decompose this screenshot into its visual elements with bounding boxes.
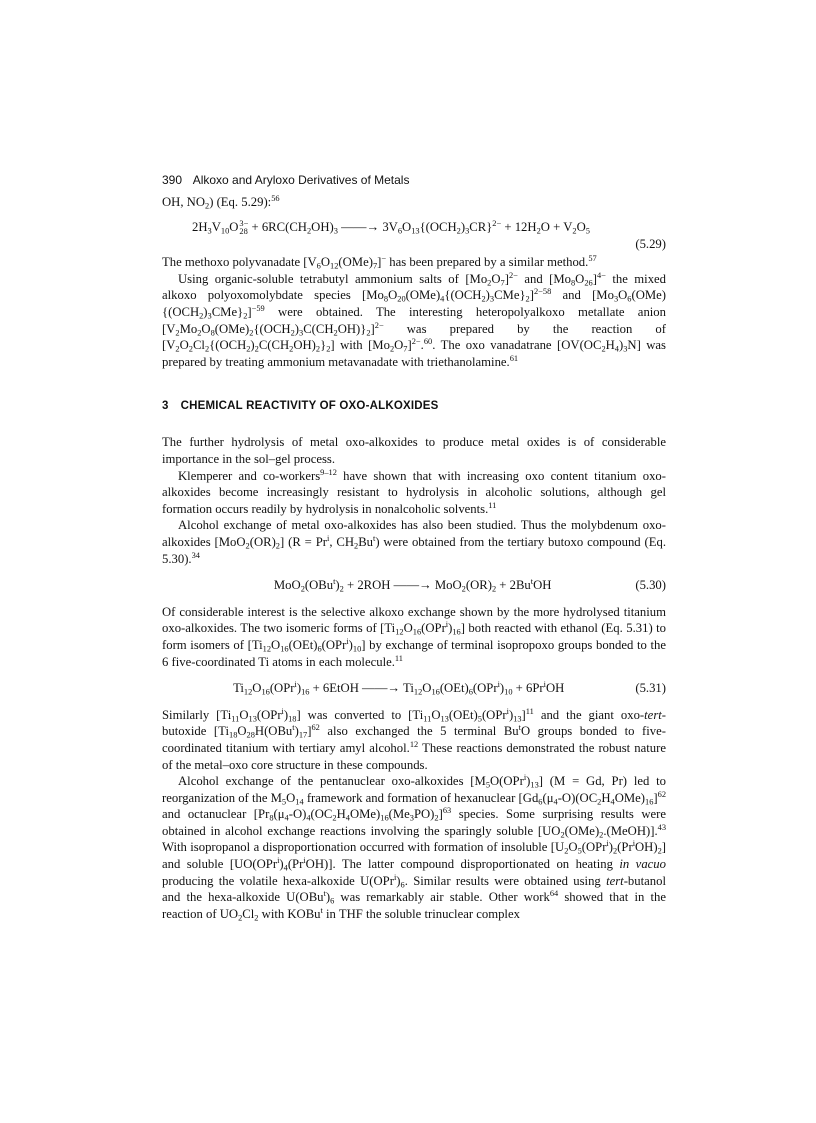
running-title: Alkoxo and Aryloxo Derivatives of Metals (192, 173, 410, 187)
paragraph: Of considerable interest is the selective alkoxo exchange shown by the more hydrolysed titanium oxo-alkoxides. The two isomeric forms of $[Ti_{12}O_{16}(OPr^i)_{16}]$ both reacted with ethanol (Eq. 5.31) to form isomers of $[Ti_{12}O_{16}(OEt)_6(OPr^i)_{10}]$ by exchange of terminal isopropoxo groups bonded to the 6 five-coordinated Ti atoms in each molecule.$^{11}$ (162, 604, 666, 669)
paragraph: Similarly $[Ti_{11}O_{13}(OPr^i)_{18}]$ was converted to $[Ti_{11}O_{13}(OEt)_5(OPr^i)_{13}]^{11}$ and the giant oxo-tert-butoxide $[Ti_{18}O_{28}H(OBu^t)_{17}]^{62}$ also exchanged the 5 terminal Bu$^t$O groups bonded to five-coordinated titanium with tertiary amyl alcohol.$^{12}$ These reactions demonstrated the robust nature of the metal–oxo core structure in these compounds. (162, 706, 667, 772)
equation-5-31 (162, 680, 666, 697)
section-title: CHEMICAL REACTIVITY OF OXO-ALKOXIDES (180, 400, 439, 413)
paragraph: Alcohol exchange of metal oxo-alkoxides has also been studied. Thus the molybdenum oxo-alkoxides $[MoO_2(OR)_2] (R = Pr^i$, $CH_2Bu^t$) were obtained from the tertiary butoxo compound (Eq. 5.30).$^{34}$ (162, 518, 667, 566)
paragraph: Klemperer and co-workers$^{9-12}$ have shown that with increasing oxo content titanium oxo-alkoxides become increasingly resistant to hydrolysis in alcoholic solutions, although gel formation occurs readily by hydrolysis in nonalcoholic solvents.$^{11}$ (162, 467, 666, 516)
section-heading (162, 400, 666, 412)
equation-formula: $Ti_{12}O_{16}(OPr^i)_{16}$ + 6EtOH ——→ $Ti_{12}O_{16}(OEt)_6(OPr^i)_{10} + 6Pr^iOH$ (233, 680, 565, 697)
running-header (162, 172, 666, 188)
equation-number: (5.29) (635, 236, 666, 251)
page-number: 390 (162, 173, 183, 187)
equation-number: (5.31) (635, 681, 666, 696)
paragraph: The methoxo polyvanadate $[V_6O_{12}(OMe)_7]^-$ has been prepared by a similar method.$^{57}$ (162, 254, 597, 271)
equation-formula: $MoO_2(OBu^t)_2 + 2ROH$ ——→ $MoO_2(OR)_2 + 2Bu^tOH$ (273, 577, 552, 594)
document-page (162, 172, 666, 922)
equation-formula: $2H_3V_{10}O$ 3− 28 + $6RC(CH_2OH)_3$ ——→ $3V_6O_{13}\{(OCH_2)_3CR\}^{2-} + 12H_2O + V_2O_5$ (192, 218, 590, 236)
paragraph-continued: OH, $NO_2$) (Eq. 5.29):$^{56}$ (162, 194, 280, 211)
equation-5-29 (162, 219, 666, 253)
paragraph: Alcohol exchange of the pentanuclear oxo-alkoxides $[M_5O(OPr^i)_{13}] (M = Gd$, Pr) led to reorganization of the $M_5O_{14}$ framework and formation of hexanuclear $[Gd_6(\mu_4-O)(OC_2H_4OMe)_{16}]^{62}$ and octanuclear $[Pr_8(\mu_4-O)_4(OC_2H_4OMe)_{16}(Me_3PO)_2]^{63}$ species. Some surprising results were obtained in alcohol exchange reactions involving the sparingly soluble $[UO_2(OMe)_2.(MeOH)].^{43}$ With isopropanol a disproportionation occurred with formation of insoluble $[U_2O_5(OPr^i)_2(Pr^iOH)_2]$ and soluble $[UO(OPr^i)_4(Pr^iOH)]$. The latter compound disproportionated on heating in vacuo producing the volatile hexa-alkoxide $U(OPr^i)_6$. Similar results were obtained using tert-butanol and the hexa-alkoxide $U(OBu^t)_6$ was remarkably air stable. Other work$^{64}$ showed that in the reaction of $UO_2Cl_2$ with KOBu$^t$ in THF the soluble trinuclear complex (162, 773, 667, 923)
section-number: 3 (162, 400, 169, 413)
equation-5-30 (162, 577, 666, 594)
equation-number: (5.30) (635, 578, 666, 593)
paragraph: Using organic-soluble tetrabutyl ammonium salts of $[Mo_2O_7]^{2-}$ and $[Mo_8O_{26}]^{4-}$ the mixed alkoxo polyoxomolybdate species $[Mo_8O_{20}(OMe)_4\{(OCH_2)_3CMe\}_2]^{2-58}$ and $[Mo_3O_6(OMe)\{(OCH_2)_3CMe\}_2]^{-59}$ were obtained. The interesting heteropolyalkoxo metallate anion $[V_2Mo_2O_8(OMe)_2\{(OCH_2)_3C(CH_2OH)\}_2]^{2-}$ was prepared by the reaction of $[V_2O_2Cl_2\{(OCH_2)_2C(CH_2OH)_2\}_2]$ with $[Mo_2O_7]^{2-}.^{60}$. The oxo vanadatrane $[OV(OC_2H_4)_3N]$ was prepared by treating ammonium metavanadate with triethanolamine.$^{61}$ (162, 270, 667, 369)
paragraph: The further hydrolysis of metal oxo-alkoxides to produce metal oxides is of considerable importance in the sol–gel process. (162, 435, 666, 467)
